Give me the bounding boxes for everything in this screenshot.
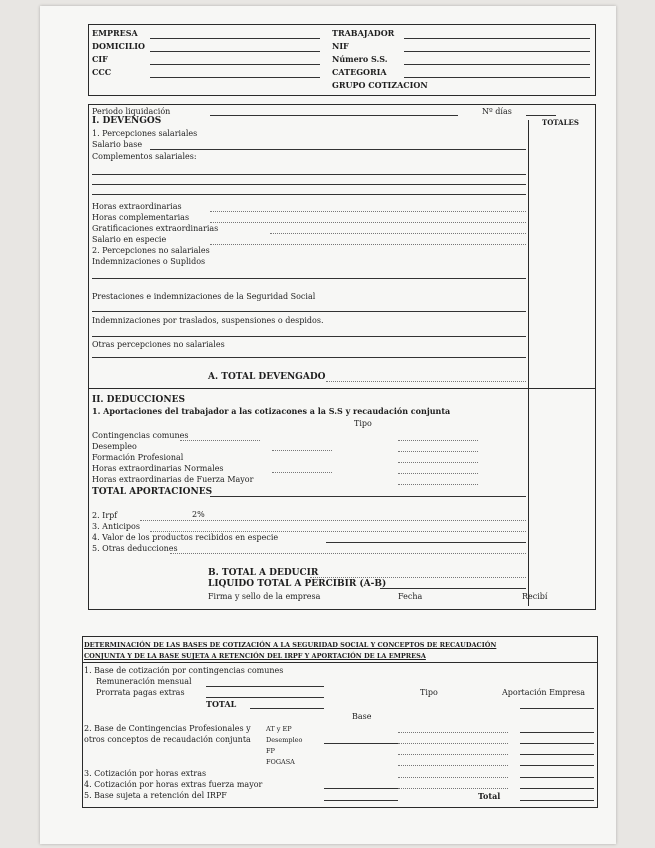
irpf-label: 2. Irpf (92, 511, 118, 520)
aportacion-empresa-label: Aportación Empresa (502, 688, 586, 697)
remuneracion-label: Remuneración mensual (96, 677, 192, 686)
cont-prof-sub-label: AT y EP (266, 725, 292, 733)
otras-deducciones-label: 5. Otras deducciones (92, 544, 178, 553)
deduccion-importe-field[interactable] (398, 462, 478, 463)
irpf-field[interactable] (140, 520, 526, 521)
total-deducir-field[interactable] (310, 577, 526, 578)
cont-prof-base-field[interactable] (324, 743, 398, 744)
deduccion-item-field[interactable] (180, 440, 260, 441)
bases-final-total-label: Total (478, 791, 501, 801)
total-aportaciones-label: TOTAL APORTACIONES (92, 487, 213, 497)
cont-prof-label-2: otros conceptos de recaudación conjunta (84, 735, 251, 744)
deduccion-item-label: Formación Profesional (92, 453, 184, 462)
fecha-label: Fecha (398, 592, 423, 601)
cont-prof-label-1: 2. Base de Contingencias Profesionales y (84, 724, 251, 733)
complementos-field-2[interactable] (92, 184, 526, 185)
horas-complementarias-label: Horas complementarias (92, 213, 190, 222)
otras-deducciones-field[interactable] (170, 553, 526, 554)
deduccion-tipo-field[interactable] (272, 472, 332, 473)
periodo-field[interactable] (210, 115, 458, 116)
tipo-label: Tipo (354, 419, 372, 428)
cot-fuerza-aportacion-field[interactable] (520, 788, 594, 789)
base-irpf-label: 5. Base sujeta a retención del IRPF (84, 791, 227, 800)
deduccion-importe-field[interactable] (398, 451, 478, 452)
nif-label: NIF (332, 41, 349, 51)
cont-prof-tipo-field[interactable] (398, 765, 508, 766)
cot-fuerza-label: 4. Cotización por horas extras fuerza mayor (84, 780, 263, 789)
numero-ss-field[interactable] (404, 64, 590, 65)
payslip-page (40, 6, 616, 844)
salario-base-label: Salario base (92, 140, 143, 149)
cont-prof-aportacion-field[interactable] (520, 732, 594, 733)
cont-prof-aportacion-field[interactable] (520, 765, 594, 766)
numero-ss-label: Número S.S. (332, 54, 388, 64)
ccc-field[interactable] (150, 77, 320, 78)
domicilio-label: DOMICILIO (92, 41, 145, 51)
empresa-field[interactable] (150, 38, 320, 39)
categoria-field[interactable] (404, 77, 590, 78)
otras-percepciones-field[interactable] (92, 357, 526, 358)
cot-fuerza-base-field[interactable] (324, 788, 398, 789)
deducciones-title: II. DEDUCCIONES (92, 395, 185, 405)
total-deducir-label: B. TOTAL A DEDUCIR (208, 568, 319, 578)
cont-prof-tipo-field[interactable] (398, 743, 508, 744)
devengos-title: I. DEVENGOS (92, 116, 162, 126)
trabajador-field[interactable] (404, 38, 590, 39)
cont-prof-sub-label: FOGASA (266, 758, 295, 766)
recibi-label: Recibí (522, 592, 548, 601)
bases-total-field[interactable] (250, 708, 324, 709)
n-dias-field[interactable] (526, 115, 556, 116)
deduccion-importe-field[interactable] (398, 484, 478, 485)
liquido-field[interactable] (380, 588, 526, 589)
horas-extra-field[interactable] (210, 211, 526, 212)
grupo-cotizacion-label: GRUPO COTIZACION (332, 80, 428, 90)
cont-prof-aportacion-field[interactable] (520, 754, 594, 755)
periodo-label: Periodo liquidación (92, 107, 171, 116)
traslados-field[interactable] (92, 336, 526, 337)
aportacion-field[interactable] (520, 708, 594, 709)
salario-especie-label: Salario en especie (92, 235, 167, 244)
bases-title-line2: CONJUNTA Y DE LA BASE SUJETA A RETENCIÓN DEL IRPF Y APORTACIÓN DE LA EMPRESA (84, 652, 426, 660)
valor-especie-label: 4. Valor de los productos recibidos en especie (92, 533, 279, 542)
salario-especie-field[interactable] (210, 244, 526, 245)
cot-horas-label: 3. Cotización por horas extras (84, 769, 207, 778)
prorrata-field[interactable] (206, 697, 324, 698)
otras-percepciones-label: Otras percepciones no salariales (92, 340, 225, 349)
cot-horas-field[interactable] (398, 777, 508, 778)
ccc-label: CCC (92, 67, 112, 77)
empresa-label: EMPRESA (92, 28, 138, 38)
cont-prof-aportacion-field[interactable] (520, 743, 594, 744)
cot-horas-aportacion-field[interactable] (520, 777, 594, 778)
deduccion-importe-field[interactable] (398, 440, 478, 441)
bases-title-line1: DETERMINACIÓN DE LAS BASES DE COTIZACIÓN A LA SEGURIDAD SOCIAL Y CONCEPTOS DE RECAUDACIÓN (84, 641, 497, 649)
anticipos-label: 3. Anticipos (92, 522, 140, 531)
bases-final-total-field[interactable] (520, 800, 594, 801)
total-devengado-label: A. TOTAL DEVENGADO (208, 372, 326, 382)
cont-prof-tipo-field[interactable] (398, 754, 508, 755)
complementos-field-3[interactable] (92, 194, 526, 195)
irpf-percent: 2% (192, 510, 205, 519)
n-dias-label: Nº días (482, 107, 512, 116)
total-devengado-field[interactable] (326, 381, 526, 382)
anticipos-field[interactable] (150, 531, 526, 532)
cont-prof-tipo-field[interactable] (398, 732, 508, 733)
firma-label: Firma y sello de la empresa (208, 592, 321, 601)
cont-prof-sub-label: FP (266, 747, 275, 755)
horas-complementarias-field[interactable] (210, 222, 526, 223)
nif-field[interactable] (404, 51, 590, 52)
valor-especie-field[interactable] (326, 542, 526, 543)
deduccion-item-label: Contingencias comunes (92, 431, 189, 440)
deduccion-tipo-field[interactable] (272, 450, 332, 451)
remuneracion-field[interactable] (206, 686, 324, 687)
domicilio-field[interactable] (150, 51, 320, 52)
gratificaciones-field[interactable] (270, 233, 526, 234)
base-irpf-field[interactable] (324, 800, 398, 801)
bases-total-label: TOTAL (206, 699, 237, 709)
prestaciones-field[interactable] (92, 311, 526, 312)
salario-base-field[interactable] (150, 149, 526, 150)
total-aportaciones-field[interactable] (210, 496, 526, 497)
cif-field[interactable] (150, 64, 320, 65)
prestaciones-label: Prestaciones e indemnizaciones de la Seguridad Social (92, 292, 316, 301)
aportaciones-label: 1. Aportaciones del trabajador a las cotizacones a la S.S y recaudación conjunta (92, 406, 451, 416)
deduccion-item-label: Horas extraordinarias Normales (92, 464, 224, 473)
cif-label: CIF (92, 54, 108, 64)
percepciones-salariales-label: 1. Percepciones salariales (92, 129, 198, 138)
bases-tipo-label: Tipo (420, 688, 438, 697)
indemnizaciones-field[interactable] (92, 278, 526, 279)
bases-base-label: Base (352, 712, 372, 721)
bases-title-divider (82, 662, 598, 663)
totales-column-divider (528, 120, 529, 606)
deduccion-item-label: Desempleo (92, 442, 137, 451)
liquido-label: LIQUIDO TOTAL A PERCIBIR (A-B) (208, 579, 387, 589)
deduccion-importe-field[interactable] (398, 473, 478, 474)
prorrata-label: Prorrata pagas extras (96, 688, 185, 697)
cont-prof-sub-label: Desempleo (266, 736, 303, 744)
indemnizaciones-label: Indemnizaciones o Suplidos (92, 257, 206, 266)
totales-header: TOTALES (542, 118, 579, 127)
traslados-label: Indemnizaciones por traslados, suspensiones o despidos. (92, 316, 324, 325)
complementos-label: Complementos salariales: (92, 152, 197, 161)
base-cc-label: 1. Base de cotización por contingencias comunes (84, 666, 284, 675)
horas-extra-label: Horas extraordinarias (92, 202, 182, 211)
cot-fuerza-field[interactable] (398, 788, 508, 789)
gratificaciones-label: Gratificaciones extraordinarias (92, 224, 219, 233)
categoria-label: CATEGORIA (332, 67, 387, 77)
complementos-field-1[interactable] (92, 174, 526, 175)
trabajador-label: TRABAJADOR (332, 28, 395, 38)
no-salariales-label: 2. Percepciones no salariales (92, 246, 210, 255)
devengos-divider (88, 388, 596, 389)
deduccion-item-label: Horas extraordinarias de Fuerza Mayor (92, 475, 254, 484)
